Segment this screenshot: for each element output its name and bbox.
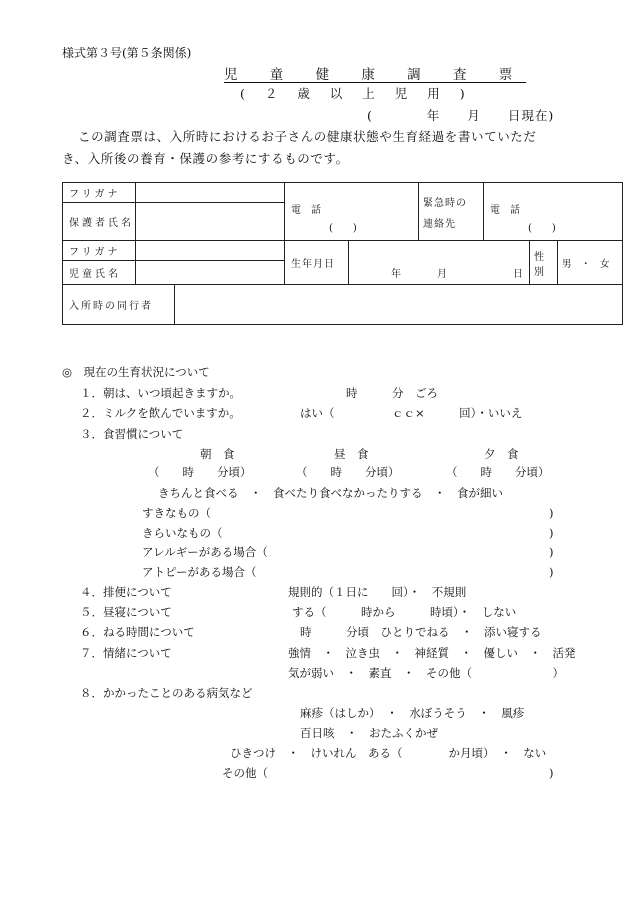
guardian-furigana-field[interactable] (136, 183, 285, 203)
q5-answer[interactable]: する（ 時から 時頃）・ しない (292, 605, 517, 619)
companion-label: 入所時の同行者 (63, 285, 175, 325)
allergy-close: ) (549, 545, 554, 559)
q7-label: ７．情緒について (80, 646, 172, 660)
q8-other-label: その他（ (222, 766, 268, 780)
day-label: 日 (513, 269, 523, 280)
dislikes-label: きらいなもの（ (142, 526, 223, 540)
sex-label: 性 別 (530, 241, 558, 285)
child-name-field[interactable] (136, 261, 285, 285)
month-label: 月 (437, 269, 447, 280)
q8-answer-2[interactable]: 百日咳 ・ おたふくかぜ (300, 726, 438, 740)
q8-label: ８．かかったことのある病気など (80, 686, 253, 700)
meal-lunch: 昼 食 (334, 447, 369, 461)
q2-answer[interactable]: はい（ ｃｃ× 回）・いいえ (300, 406, 523, 420)
intro-line-1: この調査票は、入所時におけるお子さんの健康状態や生育経過を書いていただ (78, 129, 537, 144)
meal-dinner: 夕 食 (484, 447, 519, 461)
dinner-time[interactable]: （ 時 分頃） (446, 465, 550, 479)
q1-label: １．朝は、いつ頃起きますか。 (80, 386, 241, 400)
q6-answer[interactable]: 時 分頃 ひとりでねる ・ 添い寝する (300, 625, 542, 639)
emergency-phone-blank: ( ) (528, 223, 556, 234)
atopy-label: アトピーがある場合（ (142, 565, 257, 579)
companion-field[interactable] (175, 285, 623, 325)
q7-answer-1[interactable]: 強情 ・ 泣き虫 ・ 神経質 ・ 優しい ・ 活発 (288, 646, 576, 660)
q6-label: ６．ねる時間について (80, 625, 195, 639)
form-number: 様式第３号(第５条関係) (62, 46, 192, 60)
phone-label: 電 話 (291, 205, 321, 216)
allergy-label: アレルギーがある場合（ (142, 545, 268, 559)
sex-options[interactable]: 男 ・ 女 (558, 241, 623, 285)
q4-label: ４．排便について (80, 585, 172, 599)
atopy-close: ) (549, 565, 554, 579)
date-line: ( 年 月 日現在) (367, 108, 555, 123)
year-label: 年 (391, 269, 401, 280)
lunch-time[interactable]: （ 時 分頃） (296, 465, 400, 479)
q1-answer[interactable]: 時 分 ごろ (346, 386, 438, 400)
birthdate-label: 生年月日 (285, 241, 349, 285)
q4-answer[interactable]: 規則的（１日に 回）・ 不規則 (288, 585, 467, 599)
emergency-contact-label: 緊急時の 連絡先 (419, 183, 484, 241)
meal-breakfast: 朝 食 (200, 447, 235, 461)
child-name-label: 児童氏名 (63, 261, 136, 285)
q2-label: ２．ミルクを飲んでいますか。 (80, 406, 241, 420)
q3-label: ３．食習慣について (80, 427, 184, 441)
q7-answer-2[interactable]: 気が弱い ・ 素直 ・ その他（ ） (288, 666, 564, 680)
intro-line-2: き、入所後の養育・保護の参考にするものです。 (62, 151, 349, 166)
dislikes-close: ) (549, 526, 554, 540)
q8-other-close: ) (549, 766, 554, 780)
eating-style-options[interactable]: きちんと食べる ・ 食べたり食べなかったりする ・ 食が細い (158, 486, 503, 500)
q5-label: ５．昼寝について (80, 605, 172, 619)
guardian-name-label: 保護者氏名 (63, 203, 136, 241)
page-title: 児 童 健 康 調 査 票 (224, 67, 527, 83)
guardian-info-table (62, 182, 623, 325)
q8-answer-1[interactable]: 麻疹（はしか） ・ 水ぼうそう ・ 風疹 (300, 706, 525, 720)
likes-label: すきなもの（ (142, 506, 211, 520)
emergency-phone-cell[interactable] (484, 183, 623, 241)
page-subtitle: ( ２ 歳 以 上 児 用 ) (240, 86, 473, 101)
breakfast-time[interactable]: （ 時 分頃） (148, 465, 252, 479)
section-heading: ◎ 現在の生育状況について (62, 365, 210, 379)
likes-close: ) (549, 506, 554, 520)
guardian-name-field[interactable] (136, 203, 285, 241)
phone-blank: ( ) (329, 223, 357, 234)
furigana-label: フリガナ (63, 183, 136, 203)
child-furigana-field[interactable] (136, 241, 285, 261)
birthdate-field[interactable] (349, 241, 530, 285)
emergency-phone-label: 電 話 (490, 205, 520, 216)
phone-cell[interactable] (285, 183, 419, 241)
furigana-label-2: フリガナ (63, 241, 136, 261)
q8-answer-3[interactable]: ひきつけ ・ けいれん ある（ か月頃） ・ ない (230, 746, 547, 760)
